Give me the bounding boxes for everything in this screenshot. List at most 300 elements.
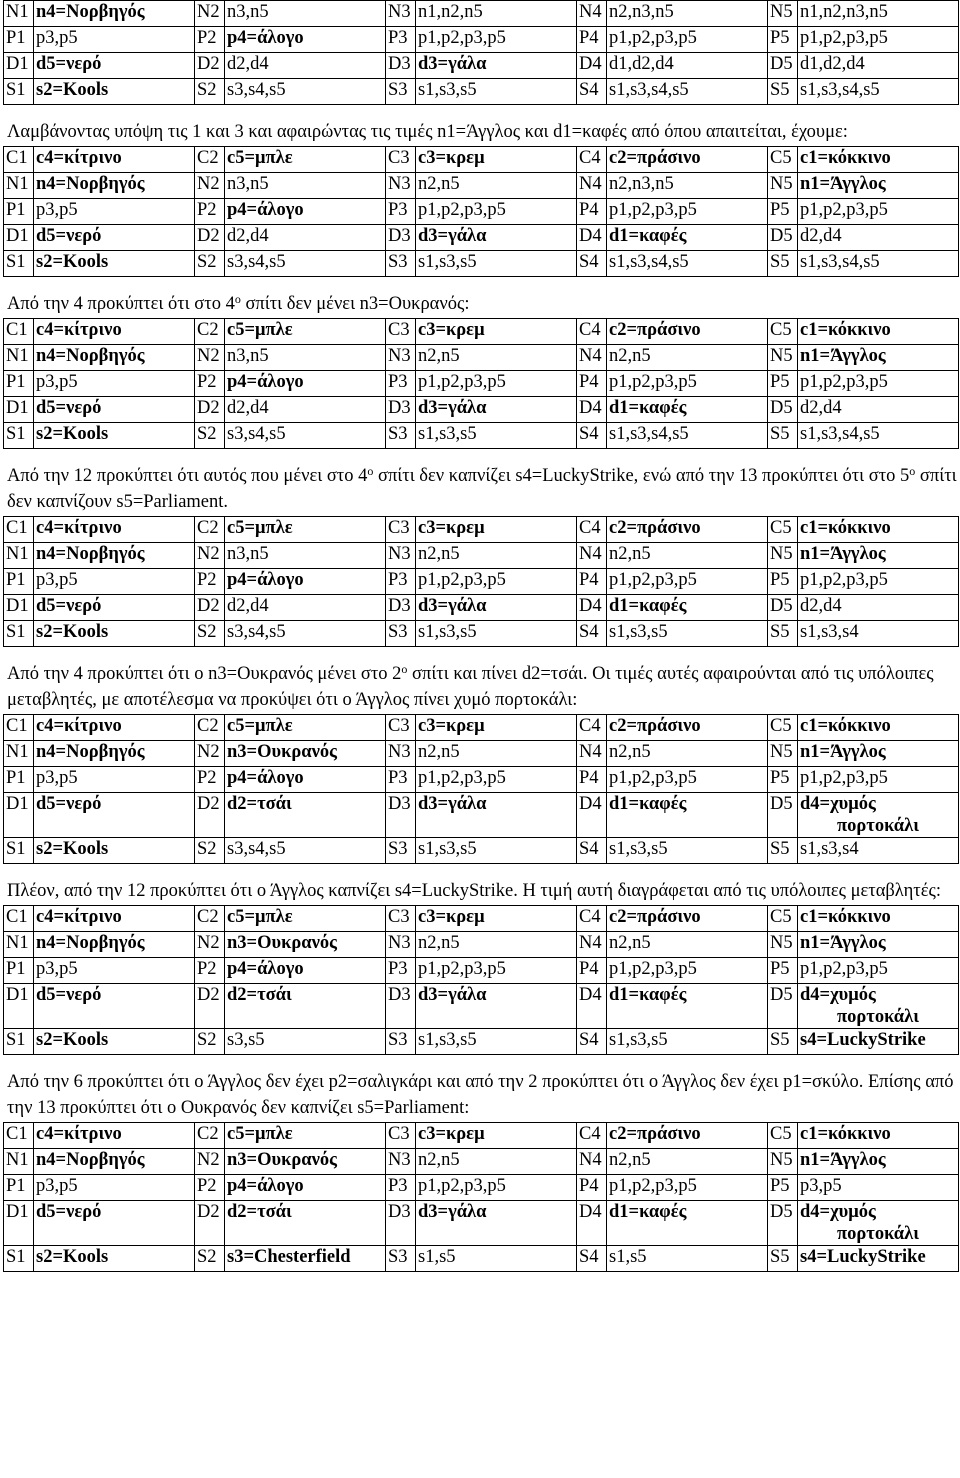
variable-label-cell: D1	[4, 595, 34, 621]
variable-label-cell: D5	[768, 1201, 798, 1246]
variable-label-cell: D3	[386, 225, 416, 251]
domain-value-cell: n1=Άγγλος	[798, 543, 959, 569]
variable-label-cell: D2	[195, 53, 225, 79]
variable-label-cell: P3	[386, 27, 416, 53]
variable-label-cell: D5	[768, 225, 798, 251]
variable-label-cell: S4	[577, 251, 607, 277]
domain-value-cell: p1,p2,p3,p5	[416, 767, 577, 793]
variable-label-cell: N5	[768, 932, 798, 958]
variable-label-cell: N1	[4, 345, 34, 371]
variable-label-cell: S2	[195, 621, 225, 647]
table-row	[4, 621, 959, 647]
domain-value-cell: s3,s5	[225, 1029, 386, 1055]
table-row	[4, 1246, 959, 1272]
domain-value-cell: s1,s3,s5	[416, 79, 577, 105]
paragraph-text: σπίτι δεν καπνίζει s4=LuckyStrike, ενώ από την 13 προκύπτει ότι στο 5	[373, 466, 910, 486]
variable-label-cell: P2	[195, 27, 225, 53]
table-row	[4, 147, 959, 173]
table-row	[4, 423, 959, 449]
domain-value-cell: d3=γάλα	[416, 53, 577, 79]
variable-label-cell: S4	[577, 1246, 607, 1272]
variable-label-cell: D5	[768, 984, 798, 1029]
variable-label-cell: N4	[577, 173, 607, 199]
domain-value-cell: s3,s4,s5	[225, 79, 386, 105]
domain-value-cell: s2=Kools	[34, 1246, 195, 1272]
domain-value-cell: n3=Ουκρανός	[225, 932, 386, 958]
variable-label-cell: S1	[4, 621, 34, 647]
variable-label-cell: P4	[577, 569, 607, 595]
domain-value-cell: s1,s3,s4	[798, 621, 959, 647]
table-row	[4, 173, 959, 199]
domain-value-cell: s1,s3,s5	[607, 1029, 768, 1055]
variable-label-cell: P5	[768, 767, 798, 793]
domain-value-cell: c3=κρεμ	[416, 1123, 577, 1149]
variable-label-cell: P5	[768, 569, 798, 595]
paragraph-text: Πλέον, από την 12 προκύπτει ότι ο Άγγλος καπνίζει s4=LuckyStrike. Η τιμή αυτή διαγράφεται από τις υπόλοιπες μεταβλητές:	[7, 881, 941, 901]
domain-value-cell: p1,p2,p3,p5	[416, 371, 577, 397]
variable-label-cell: D3	[386, 53, 416, 79]
variable-label-cell: C3	[386, 1123, 416, 1149]
variable-label-cell: D1	[4, 1201, 34, 1246]
domain-value-cell: s2=Kools	[34, 251, 195, 277]
table-row	[4, 838, 959, 864]
variable-label-cell: D2	[195, 225, 225, 251]
domain-value-cell: d1=καφές	[607, 397, 768, 423]
variable-label-cell: D2	[195, 397, 225, 423]
variable-label-cell: P4	[577, 199, 607, 225]
domain-value-cell: s4=LuckyStrike	[798, 1246, 959, 1272]
table-row	[4, 543, 959, 569]
domain-value-cell: s1,s3,s5	[607, 621, 768, 647]
domain-value-cell: p1,p2,p3,p5	[607, 1175, 768, 1201]
variable-label-cell: P4	[577, 27, 607, 53]
domain-value-cell: p3,p5	[798, 1175, 959, 1201]
domain-value-cell: d1=καφές	[607, 1201, 768, 1246]
variable-label-cell: S5	[768, 251, 798, 277]
variable-label-cell: P2	[195, 199, 225, 225]
variable-label-cell: N3	[386, 1149, 416, 1175]
variable-label-cell: S3	[386, 838, 416, 864]
domain-value-cell: n2,n5	[416, 543, 577, 569]
domain-value-cell: c2=πράσινο	[607, 517, 768, 543]
domain-value-cell: s1,s3,s4,s5	[798, 79, 959, 105]
domain-value-cell: s1,s3,s5	[416, 838, 577, 864]
domain-value-cell: d2,d4	[225, 53, 386, 79]
domain-value-cell: p3,p5	[34, 569, 195, 595]
domain-value-cell: c4=κίτρινο	[34, 319, 195, 345]
domain-value-cell: d5=νερό	[34, 793, 195, 838]
domain-value-cell: s1,s3,s5	[416, 251, 577, 277]
variable-label-cell: N3	[386, 173, 416, 199]
domain-table	[3, 905, 959, 1055]
variable-label-cell: C3	[386, 906, 416, 932]
variable-label-cell: C3	[386, 517, 416, 543]
domain-value-cell: c5=μπλε	[225, 319, 386, 345]
variable-label-cell: C5	[768, 1123, 798, 1149]
domain-value-cell: d2,d4	[798, 595, 959, 621]
domain-value-cell: d5=νερό	[34, 984, 195, 1029]
variable-label-cell: N5	[768, 1, 798, 27]
domain-value-cell: c4=κίτρινο	[34, 517, 195, 543]
paragraph-text: Από την 6 προκύπτει ότι ο Άγγλος δεν έχει p2=σαλιγκάρι και από την 2 προκύπτει ότι ο Άγγλος δεν έχει p1=σκύλο. Επίσης από την 13 προκύπτει ότι ο Ουκρανός δεν καπνίζει s5=Parliament:	[7, 1072, 954, 1118]
domain-value-cell: n1=Άγγλος	[798, 173, 959, 199]
domain-value-cell: p1,p2,p3,p5	[416, 1175, 577, 1201]
domain-value-cell: d2,d4	[225, 397, 386, 423]
table-row	[4, 53, 959, 79]
ordinal-superscript: ο	[401, 662, 408, 676]
table-row	[4, 27, 959, 53]
domain-value-cell: n1,n2,n5	[416, 1, 577, 27]
domain-value-cell: c5=μπλε	[225, 517, 386, 543]
domain-value-cell: c4=κίτρινο	[34, 715, 195, 741]
variable-label-cell: C4	[577, 715, 607, 741]
explanation-paragraph	[7, 291, 957, 317]
variable-label-cell: P5	[768, 27, 798, 53]
domain-value-cell: n2,n5	[416, 173, 577, 199]
explanation-paragraph	[7, 463, 957, 515]
table-row	[4, 595, 959, 621]
variable-label-cell: C1	[4, 906, 34, 932]
domain-value-cell: d3=γάλα	[416, 595, 577, 621]
variable-label-cell: S1	[4, 838, 34, 864]
domain-value-cell: d2=τσάι	[225, 793, 386, 838]
variable-label-cell: S4	[577, 423, 607, 449]
variable-label-cell: N2	[195, 741, 225, 767]
domain-table	[3, 318, 959, 449]
variable-label-cell: P4	[577, 958, 607, 984]
variable-label-cell: S3	[386, 251, 416, 277]
domain-value-cell: n3=Ουκρανός	[225, 741, 386, 767]
variable-label-cell: D4	[577, 984, 607, 1029]
domain-value-cell: d5=νερό	[34, 397, 195, 423]
variable-label-cell: D3	[386, 1201, 416, 1246]
table-row	[4, 569, 959, 595]
domain-value-cell: s3,s4,s5	[225, 251, 386, 277]
variable-label-cell: D2	[195, 595, 225, 621]
domain-value-cell: d4=χυμός πορτοκάλι	[798, 984, 959, 1029]
paragraph-text: σπίτι και πίνει d2=τσάι. Οι τιμές αυτές αφαιρούνται από τις υπόλοιπες μεταβλητές, με αποτέλεσμα να προκύψει ότι ο Άγγλος πίνει χυμό πορτοκάλι:	[7, 664, 934, 710]
table-row	[4, 79, 959, 105]
domain-value-cell: s1,s3,s5	[416, 621, 577, 647]
variable-label-cell: C2	[195, 1123, 225, 1149]
variable-label-cell: P5	[768, 1175, 798, 1201]
variable-label-cell: P3	[386, 569, 416, 595]
table-row	[4, 397, 959, 423]
variable-label-cell: P2	[195, 767, 225, 793]
domain-value-cell: c2=πράσινο	[607, 906, 768, 932]
variable-label-cell: P3	[386, 1175, 416, 1201]
domain-value-cell: p3,p5	[34, 958, 195, 984]
variable-label-cell: D3	[386, 595, 416, 621]
domain-value-cell: n4=Νορβηγός	[34, 543, 195, 569]
domain-value-cell: s3,s4,s5	[225, 423, 386, 449]
domain-value-cell: p3,p5	[34, 371, 195, 397]
variable-label-cell: C5	[768, 715, 798, 741]
domain-value-cell: s1,s3,s5	[416, 1029, 577, 1055]
variable-label-cell: P4	[577, 1175, 607, 1201]
domain-value-cell: c4=κίτρινο	[34, 1123, 195, 1149]
table-row	[4, 741, 959, 767]
variable-label-cell: C1	[4, 319, 34, 345]
variable-label-cell: D3	[386, 397, 416, 423]
variable-label-cell: P2	[195, 958, 225, 984]
domain-table	[3, 714, 959, 864]
domain-value-cell: n1,n2,n3,n5	[798, 1, 959, 27]
variable-label-cell: C3	[386, 715, 416, 741]
domain-value-cell: s2=Kools	[34, 423, 195, 449]
variable-label-cell: P1	[4, 27, 34, 53]
domain-value-cell: c5=μπλε	[225, 715, 386, 741]
domain-value-cell: c1=κόκκινο	[798, 715, 959, 741]
variable-label-cell: S2	[195, 251, 225, 277]
variable-label-cell: P3	[386, 371, 416, 397]
variable-label-cell: C4	[577, 1123, 607, 1149]
variable-label-cell: P1	[4, 958, 34, 984]
domain-value-cell: s4=LuckyStrike	[798, 1029, 959, 1055]
domain-table	[3, 146, 959, 277]
variable-label-cell: D1	[4, 793, 34, 838]
variable-label-cell: S1	[4, 1246, 34, 1272]
domain-value-cell: c5=μπλε	[225, 1123, 386, 1149]
variable-label-cell: P2	[195, 371, 225, 397]
domain-value-cell: c5=μπλε	[225, 147, 386, 173]
variable-label-cell: D5	[768, 53, 798, 79]
variable-label-cell: P5	[768, 958, 798, 984]
variable-label-cell: D1	[4, 397, 34, 423]
variable-label-cell: C4	[577, 147, 607, 173]
variable-label-cell: P3	[386, 199, 416, 225]
variable-label-cell: S2	[195, 1029, 225, 1055]
domain-value-cell: c1=κόκκινο	[798, 319, 959, 345]
domain-value-cell: c5=μπλε	[225, 906, 386, 932]
variable-label-cell: P1	[4, 1175, 34, 1201]
table-row	[4, 1, 959, 27]
variable-label-cell: N5	[768, 543, 798, 569]
variable-label-cell: N2	[195, 1, 225, 27]
table-row	[4, 199, 959, 225]
variable-label-cell: D3	[386, 793, 416, 838]
variable-label-cell: S5	[768, 79, 798, 105]
table-row	[4, 1149, 959, 1175]
domain-value-cell: p1,p2,p3,p5	[607, 767, 768, 793]
domain-value-cell: n2,n5	[607, 543, 768, 569]
domain-value-cell: s2=Kools	[34, 621, 195, 647]
table-row	[4, 225, 959, 251]
domain-value-cell: n3=Ουκρανός	[225, 1149, 386, 1175]
variable-label-cell: S3	[386, 621, 416, 647]
domain-value-cell: d5=νερό	[34, 225, 195, 251]
domain-value-cell: p1,p2,p3,p5	[416, 199, 577, 225]
variable-label-cell: D3	[386, 984, 416, 1029]
domain-value-cell: p1,p2,p3,p5	[798, 199, 959, 225]
variable-label-cell: N5	[768, 1149, 798, 1175]
variable-label-cell: S1	[4, 423, 34, 449]
domain-value-cell: n2,n5	[607, 345, 768, 371]
domain-value-cell: d2,d4	[225, 225, 386, 251]
domain-value-cell: n4=Νορβηγός	[34, 932, 195, 958]
domain-value-cell: s1,s3,s5	[607, 838, 768, 864]
variable-label-cell: N3	[386, 345, 416, 371]
domain-value-cell: n2,n5	[416, 345, 577, 371]
variable-label-cell: D5	[768, 397, 798, 423]
domain-value-cell: c3=κρεμ	[416, 906, 577, 932]
variable-label-cell: S1	[4, 1029, 34, 1055]
variable-label-cell: C5	[768, 517, 798, 543]
domain-value-cell: d1=καφές	[607, 225, 768, 251]
variable-label-cell: P5	[768, 199, 798, 225]
variable-label-cell: S5	[768, 621, 798, 647]
variable-label-cell: S4	[577, 79, 607, 105]
domain-value-cell: c1=κόκκινο	[798, 906, 959, 932]
domain-value-cell: c2=πράσινο	[607, 319, 768, 345]
domain-value-cell: s1,s3,s4,s5	[607, 79, 768, 105]
variable-label-cell: N1	[4, 741, 34, 767]
domain-value-cell: d4=χυμός πορτοκάλι	[798, 1201, 959, 1246]
domain-value-cell: s1,s3,s4,s5	[607, 423, 768, 449]
domain-value-cell: n3,n5	[225, 543, 386, 569]
domain-value-cell: d3=γάλα	[416, 225, 577, 251]
domain-value-cell: c3=κρεμ	[416, 147, 577, 173]
variable-label-cell: N3	[386, 1, 416, 27]
variable-label-cell: N5	[768, 741, 798, 767]
table-row	[4, 345, 959, 371]
variable-label-cell: D4	[577, 53, 607, 79]
table-row	[4, 958, 959, 984]
domain-value-cell: d1=καφές	[607, 984, 768, 1029]
domain-value-cell: p4=άλογο	[225, 569, 386, 595]
variable-label-cell: S3	[386, 1029, 416, 1055]
table-row	[4, 715, 959, 741]
domain-value-cell: c1=κόκκινο	[798, 517, 959, 543]
domain-value-cell: p1,p2,p3,p5	[607, 958, 768, 984]
domain-value-cell: p1,p2,p3,p5	[416, 27, 577, 53]
domain-value-cell: c2=πράσινο	[607, 147, 768, 173]
variable-label-cell: S1	[4, 251, 34, 277]
domain-value-cell: d2=τσάι	[225, 984, 386, 1029]
domain-value-cell: p3,p5	[34, 1175, 195, 1201]
ordinal-superscript: ο	[367, 464, 374, 478]
variable-label-cell: C1	[4, 147, 34, 173]
domain-value-cell: n3,n5	[225, 345, 386, 371]
domain-value-cell: n2,n5	[607, 932, 768, 958]
variable-label-cell: P2	[195, 1175, 225, 1201]
variable-label-cell: N1	[4, 173, 34, 199]
paragraph-text: Λαμβάνοντας υπόψη τις 1 και 3 και αφαιρώντας τις τιμές n1=Άγγλος και d1=καφές από όπου απαιτείται, έχουμε:	[7, 122, 848, 142]
variable-label-cell: S5	[768, 423, 798, 449]
table-row	[4, 319, 959, 345]
ordinal-superscript: ο	[909, 464, 916, 478]
variable-label-cell: C3	[386, 147, 416, 173]
variable-label-cell: D5	[768, 595, 798, 621]
paragraph-text: Από την 4 προκύπτει ότι ο n3=Ουκρανός μένει στο 2	[7, 664, 402, 684]
variable-label-cell: N3	[386, 741, 416, 767]
domain-value-cell: p4=άλογο	[225, 371, 386, 397]
variable-label-cell: D5	[768, 793, 798, 838]
variable-label-cell: N2	[195, 345, 225, 371]
variable-label-cell: N2	[195, 1149, 225, 1175]
domain-value-cell: d1=καφές	[607, 793, 768, 838]
variable-label-cell: P2	[195, 569, 225, 595]
domain-value-cell: c4=κίτρινο	[34, 906, 195, 932]
domain-value-cell: c1=κόκκινο	[798, 1123, 959, 1149]
table-row	[4, 767, 959, 793]
variable-label-cell: C5	[768, 147, 798, 173]
variable-label-cell: P1	[4, 371, 34, 397]
domain-value-cell: s3,s4,s5	[225, 621, 386, 647]
domain-value-cell: p1,p2,p3,p5	[798, 767, 959, 793]
domain-value-cell: n2,n5	[416, 1149, 577, 1175]
paragraph-text: Από την 12 προκύπτει ότι αυτός που μένει στο 4	[7, 466, 368, 486]
domain-value-cell: n4=Νορβηγός	[34, 173, 195, 199]
domain-value-cell: s1,s3,s4,s5	[798, 251, 959, 277]
domain-value-cell: d1,d2,d4	[607, 53, 768, 79]
variable-label-cell: D2	[195, 793, 225, 838]
domain-value-cell: d5=νερό	[34, 53, 195, 79]
variable-label-cell: N1	[4, 1, 34, 27]
variable-label-cell: C5	[768, 319, 798, 345]
domain-value-cell: c1=κόκκινο	[798, 147, 959, 173]
domain-value-cell: d2,d4	[798, 225, 959, 251]
variable-label-cell: S2	[195, 1246, 225, 1272]
variable-label-cell: S5	[768, 1029, 798, 1055]
variable-label-cell: P1	[4, 199, 34, 225]
domain-value-cell: p1,p2,p3,p5	[416, 569, 577, 595]
domain-table	[3, 1122, 959, 1272]
domain-value-cell: n2,n5	[607, 741, 768, 767]
table-row	[4, 1029, 959, 1055]
variable-label-cell: S3	[386, 1246, 416, 1272]
domain-value-cell: p4=άλογο	[225, 27, 386, 53]
domain-value-cell: p3,p5	[34, 27, 195, 53]
domain-value-cell: s1,s3,s5	[416, 423, 577, 449]
domain-value-cell: n1=Άγγλος	[798, 932, 959, 958]
domain-value-cell: s3,s4,s5	[225, 838, 386, 864]
domain-value-cell: d2=τσάι	[225, 1201, 386, 1246]
variable-label-cell: C1	[4, 1123, 34, 1149]
variable-label-cell: C2	[195, 147, 225, 173]
domain-value-cell: n4=Νορβηγός	[34, 345, 195, 371]
explanation-paragraph	[7, 878, 957, 904]
domain-value-cell: c2=πράσινο	[607, 715, 768, 741]
variable-label-cell: D2	[195, 1201, 225, 1246]
paragraph-text: σπίτι δεν καπνίζουν s5=Parliament.	[7, 466, 957, 512]
domain-value-cell: p1,p2,p3,p5	[607, 371, 768, 397]
explanation-paragraph	[7, 1069, 957, 1121]
domain-value-cell: d3=γάλα	[416, 397, 577, 423]
table-row	[4, 984, 959, 1029]
domain-value-cell: p1,p2,p3,p5	[798, 371, 959, 397]
domain-value-cell: n1=Άγγλος	[798, 1149, 959, 1175]
explanation-paragraph	[7, 661, 957, 713]
variable-label-cell: P3	[386, 958, 416, 984]
variable-label-cell: D1	[4, 984, 34, 1029]
table-row	[4, 1201, 959, 1246]
variable-label-cell: D4	[577, 793, 607, 838]
variable-label-cell: P3	[386, 767, 416, 793]
variable-label-cell: S1	[4, 79, 34, 105]
table-row	[4, 906, 959, 932]
variable-label-cell: S3	[386, 423, 416, 449]
variable-label-cell: N2	[195, 173, 225, 199]
table-row	[4, 1123, 959, 1149]
domain-value-cell: n4=Νορβηγός	[34, 741, 195, 767]
variable-label-cell: P4	[577, 371, 607, 397]
variable-label-cell: S4	[577, 621, 607, 647]
domain-value-cell: p1,p2,p3,p5	[416, 958, 577, 984]
variable-label-cell: N4	[577, 1, 607, 27]
variable-label-cell: S4	[577, 838, 607, 864]
variable-label-cell: N4	[577, 932, 607, 958]
